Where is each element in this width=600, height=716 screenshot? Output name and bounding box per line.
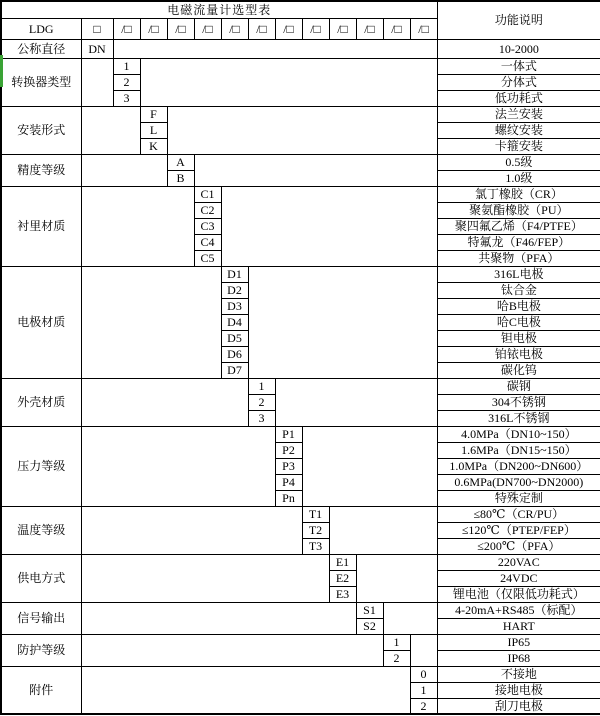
code-cell: D1 — [221, 266, 248, 282]
desc-cell: 螺纹安装 — [437, 122, 600, 138]
code-cell: E1 — [329, 554, 356, 570]
spacer-cell — [81, 266, 221, 378]
category-power-supply: 供电方式 — [1, 554, 81, 602]
desc-cell: 低功耗式 — [437, 90, 600, 106]
desc-cell: 共聚物（PFA） — [437, 250, 600, 266]
model-code-box: /□ — [410, 18, 437, 39]
spacer-cell — [81, 378, 248, 426]
desc-cell: ≤80℃（CR/PU） — [437, 506, 600, 522]
desc-cell: 一体式 — [437, 58, 600, 74]
spacer-cell — [81, 506, 302, 554]
desc-cell: 316L电极 — [437, 266, 600, 282]
code-cell: C5 — [194, 250, 221, 266]
desc-cell: 氯丁橡胶（CR） — [437, 186, 600, 202]
desc-cell: 法兰安装 — [437, 106, 600, 122]
desc-cell: 特殊定制 — [437, 490, 600, 506]
spacer-cell — [275, 378, 437, 426]
category-pressure-rating: 压力等级 — [1, 426, 81, 506]
code-cell: F — [140, 106, 167, 122]
desc-cell: 10-2000 — [437, 39, 600, 58]
model-code-box: /□ — [275, 18, 302, 39]
spacer-cell — [383, 602, 437, 634]
category-protection-rating: 防护等级 — [1, 634, 81, 666]
spacer-cell — [113, 39, 437, 58]
spacer-cell — [81, 602, 356, 634]
code-cell: P4 — [275, 474, 302, 490]
spacer-cell — [221, 186, 437, 266]
code-cell: E2 — [329, 570, 356, 586]
code-cell: A — [167, 154, 194, 170]
code-cell: DN — [81, 39, 113, 58]
model-code-box: /□ — [140, 18, 167, 39]
model-code-box: /□ — [248, 18, 275, 39]
code-cell: T3 — [302, 538, 329, 554]
spacer-cell — [81, 426, 275, 506]
model-code-box: /□ — [167, 18, 194, 39]
desc-cell: 220VAC — [437, 554, 600, 570]
code-cell: 3 — [248, 410, 275, 426]
desc-cell: 碳钢 — [437, 378, 600, 394]
code-cell: T2 — [302, 522, 329, 538]
model-code-first-box: □ — [81, 18, 113, 39]
code-cell: D6 — [221, 346, 248, 362]
spacer-cell — [81, 186, 194, 266]
desc-cell: 聚四氟乙烯（F4/PTFE） — [437, 218, 600, 234]
function-column-header: 功能说明 — [437, 1, 600, 39]
desc-cell: 特氟龙（F46/FEP） — [437, 234, 600, 250]
category-liner-material: 衬里材质 — [1, 186, 81, 266]
code-cell: 1 — [248, 378, 275, 394]
desc-cell: 304不锈钢 — [437, 394, 600, 410]
desc-cell: 4-20mA+RS485（标配） — [437, 602, 600, 618]
code-cell: D5 — [221, 330, 248, 346]
model-code-box: /□ — [113, 18, 140, 39]
code-cell: D3 — [221, 298, 248, 314]
code-cell: 2 — [383, 650, 410, 666]
desc-cell: 哈B电极 — [437, 298, 600, 314]
table-title: 电磁流量计选型表 — [1, 1, 437, 18]
desc-cell: 钽电极 — [437, 330, 600, 346]
code-cell: C1 — [194, 186, 221, 202]
spacer-cell — [167, 106, 437, 154]
model-code-box: /□ — [383, 18, 410, 39]
category-accuracy-class: 精度等级 — [1, 154, 81, 186]
spacer-cell — [81, 58, 113, 106]
desc-cell: 1.0级 — [437, 170, 600, 186]
desc-cell: 不接地 — [437, 666, 600, 682]
category-converter-type: 转换器类型 — [1, 58, 81, 106]
desc-cell: 接地电极 — [437, 682, 600, 698]
desc-cell: 锂电池（仅限低功耗式） — [437, 586, 600, 602]
model-code-box: /□ — [221, 18, 248, 39]
code-cell: L — [140, 122, 167, 138]
desc-cell: ≤120℃（PTEP/FEP） — [437, 522, 600, 538]
model-code-box: /□ — [302, 18, 329, 39]
code-cell: C3 — [194, 218, 221, 234]
spacer-cell — [194, 154, 437, 186]
desc-cell: 聚氨酯橡胶（PU） — [437, 202, 600, 218]
desc-cell: IP68 — [437, 650, 600, 666]
spacer-cell — [81, 666, 410, 714]
code-cell: 2 — [113, 74, 140, 90]
spacer-cell — [81, 634, 383, 666]
code-cell: T1 — [302, 506, 329, 522]
desc-cell: IP65 — [437, 634, 600, 650]
category-nominal-diameter: 公称直径 — [1, 39, 81, 58]
code-cell: D2 — [221, 282, 248, 298]
spacer-cell — [140, 58, 437, 106]
desc-cell: ≤200℃（PFA） — [437, 538, 600, 554]
desc-cell: 碳化钨 — [437, 362, 600, 378]
code-cell: 0 — [410, 666, 437, 682]
category-accessories: 附件 — [1, 666, 81, 714]
desc-cell: 刮刀电极 — [437, 698, 600, 714]
code-cell: D7 — [221, 362, 248, 378]
desc-cell: 1.6MPa（DN15~150） — [437, 442, 600, 458]
model-code-box: /□ — [194, 18, 221, 39]
code-cell: S1 — [356, 602, 383, 618]
desc-cell: 316L不锈钢 — [437, 410, 600, 426]
category-signal-output: 信号输出 — [1, 602, 81, 634]
category-temperature-rating: 温度等级 — [1, 506, 81, 554]
code-cell: Pn — [275, 490, 302, 506]
spacer-cell — [248, 266, 437, 378]
code-cell: E3 — [329, 586, 356, 602]
left-edge-green-artifact — [0, 55, 3, 87]
desc-cell: 24VDC — [437, 570, 600, 586]
category-electrode-material: 电极材质 — [1, 266, 81, 378]
spacer-cell — [302, 426, 437, 506]
model-code-box: /□ — [356, 18, 383, 39]
code-cell: P1 — [275, 426, 302, 442]
spacer-cell — [410, 634, 437, 666]
desc-cell: 哈C电极 — [437, 314, 600, 330]
code-cell: P2 — [275, 442, 302, 458]
code-cell: 2 — [410, 698, 437, 714]
code-cell: P3 — [275, 458, 302, 474]
code-cell: C4 — [194, 234, 221, 250]
desc-cell: 钛合金 — [437, 282, 600, 298]
spacer-cell — [329, 506, 437, 554]
code-cell: D4 — [221, 314, 248, 330]
category-installation-form: 安装形式 — [1, 106, 81, 154]
spacer-cell — [81, 154, 167, 186]
spacer-cell — [81, 106, 140, 154]
desc-cell: 0.6MPa(DN700~DN2000) — [437, 474, 600, 490]
code-cell: 1 — [383, 634, 410, 650]
code-cell: 3 — [113, 90, 140, 106]
desc-cell: 1.0MPa（DN200~DN600） — [437, 458, 600, 474]
spacer-cell — [81, 554, 329, 602]
model-code-prefix: LDG — [1, 18, 81, 39]
code-cell: C2 — [194, 202, 221, 218]
desc-cell: 4.0MPa（DN10~150） — [437, 426, 600, 442]
code-cell: B — [167, 170, 194, 186]
code-cell: K — [140, 138, 167, 154]
desc-cell: 0.5级 — [437, 154, 600, 170]
desc-cell: HART — [437, 618, 600, 634]
desc-cell: 铂铱电极 — [437, 346, 600, 362]
code-cell: 1 — [410, 682, 437, 698]
model-code-box: /□ — [329, 18, 356, 39]
code-cell: 2 — [248, 394, 275, 410]
desc-cell: 卡箍安装 — [437, 138, 600, 154]
code-cell: S2 — [356, 618, 383, 634]
category-housing-material: 外壳材质 — [1, 378, 81, 426]
desc-cell: 分体式 — [437, 74, 600, 90]
code-cell: 1 — [113, 58, 140, 74]
spacer-cell — [356, 554, 437, 602]
